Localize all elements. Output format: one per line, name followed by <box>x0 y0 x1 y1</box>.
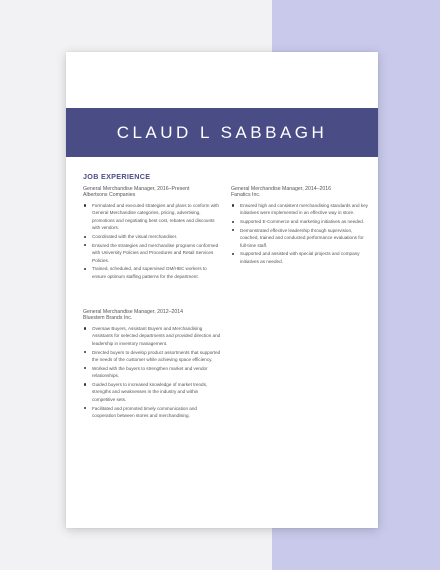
job-entry <box>231 186 369 267</box>
bullet-item: Trained, scheduled, and supervised GM/HBC workers to ensure optimum staffing patterns for the department. <box>83 265 221 280</box>
bullet-item: Guided buyers to increased knowledge of market trends, strengths and weaknesses in the industry and within competitive sets. <box>83 381 221 404</box>
bullet-item: Directed buyers to develop product assortments that supported the needs of the customer while achieving space efficiency. <box>83 349 221 364</box>
bullet-item: Ensured high and consistent merchandising standards and key initiatives were implemented in an effective way in store. <box>231 202 369 217</box>
bullet-item: Worked with the buyers to strengthen market and vendor relationships. <box>83 365 221 380</box>
resume-page <box>66 52 378 528</box>
bullet-item: Supported and assisted with special projects and company initiatives as needed. <box>231 250 369 265</box>
job-title: General Merchandise Manager, 2012–2014 <box>83 309 184 315</box>
candidate-name: CLAUD L SABBAGH <box>116 122 328 142</box>
bullet-item: Demonstrated effective leadership through supervision, coached, trained and conducted performance evaluations for full-time staff. <box>231 227 369 250</box>
bullet-item: Coordinated with the visual merchandiser. <box>83 233 221 241</box>
job-bullets <box>83 202 221 281</box>
bullet-item: Ensured the strategies and merchandise programs conformed with University Policies and Procedures and Retail Services Policies. <box>83 242 221 265</box>
job-title: General Merchandise Manager, 2014–2016 <box>231 186 332 192</box>
job-bullets <box>83 325 221 420</box>
name-header <box>66 108 378 157</box>
job-bullets <box>231 202 369 266</box>
bullet-item: Formulated and executed strategies and plans to conform with General Merchandise categories, pricing, advertising, promotions and negotiating best cost, rebates and discounts with vendors. <box>83 202 221 232</box>
section-title-job-experience: JOB EXPERIENCE <box>83 172 151 181</box>
job-company: Bluestem Brands Inc. <box>83 315 133 322</box>
job-company: Fanatics Inc. <box>231 192 261 199</box>
job-company: Albertsons Companies <box>83 192 136 199</box>
job-entry <box>83 309 221 421</box>
bullet-item: Oversaw Buyers, Assistant Buyers and Merchandising Assistants for selected departments and provided direction and leadership in inventory management. <box>83 325 221 348</box>
job-title: General Merchandise Manager, 2016–Present <box>83 186 190 192</box>
bullet-item: Supported E-Commerce and marketing initiatives as needed. <box>231 218 369 226</box>
job-entry <box>83 186 221 282</box>
bullet-item: Facilitated and promoted timely communication and cooperation between stores and merchandising. <box>83 405 221 420</box>
